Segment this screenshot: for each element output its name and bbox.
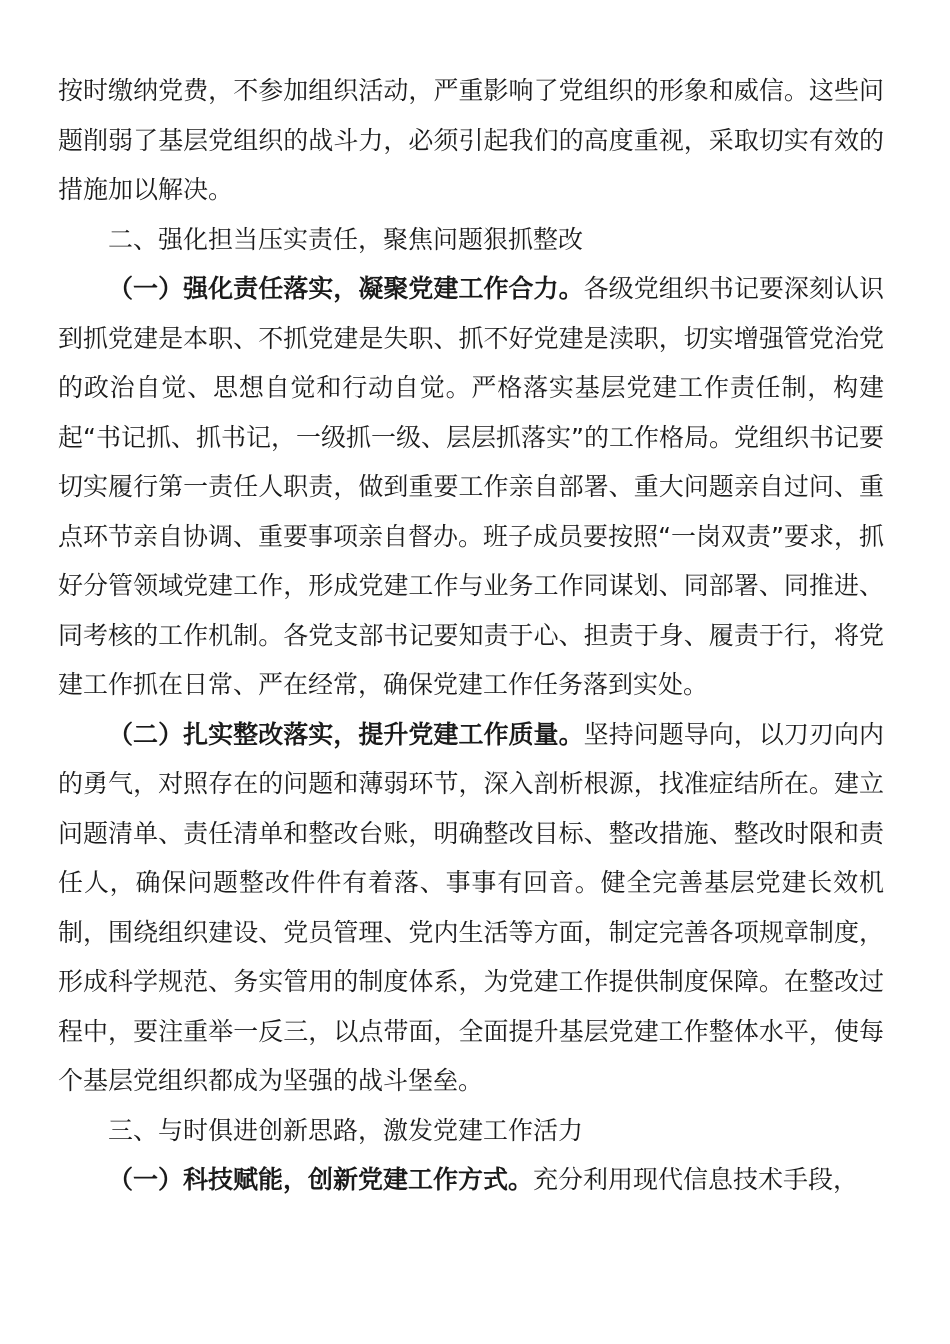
subheading-responsibility: （一）强化责任落实，凝聚党建工作合力。: [108, 274, 584, 303]
paragraph-rectification: [58, 710, 884, 1106]
paragraph-rectification-body: 坚持问题导向，以刀刃向内的勇气，对照存在的问题和薄弱环节，深入剖析根源，找准症结所在。建立问题清单、责任清单和整改台账，明确整改目标、整改措施、整改时限和责任人，确保问题整改件件有着落、事事有回音。健全完善基层党建长效机制，围绕组织建设、党员管理、党内生活等方面，制定完善各项规章制度，形成科学规范、务实管用的制度体系，为党建工作提供制度保障。在整改过程中，要注重举一反三，以点带面，全面提升基层党建工作整体水平，使每个基层党组织都成为坚强的战斗堡垒。: [58, 719, 884, 1095]
paragraph-responsibility: [58, 264, 884, 710]
paragraph-technology: [58, 1155, 884, 1205]
document-page: [58, 66, 884, 1205]
paragraph-responsibility-body: 各级党组织书记要深刻认识到抓党建是本职、不抓党建是失职、抓不好党建是渎职，切实增强管党治党的政治自觉、思想自觉和行动自觉。严格落实基层党建工作责任制，构建起“书记抓、抓书记，一级抓一级、层层抓落实”的工作格局。党组织书记要切实履行第一责任人职责，做到重要工作亲自部署、重大问题亲自过问、重点环节亲自协调、重要事项亲自督办。班子成员要按照“一岗双责”要求，抓好分管领域党建工作，形成党建工作与业务工作同谋划、同部署、同推进、同考核的工作机制。各党支部书记要知责于心、担责于身、履责于行，将党建工作抓在日常、严在经常，确保党建工作任务落到实处。: [58, 274, 884, 699]
subheading-technology: （一）科技赋能，创新党建工作方式。: [108, 1165, 534, 1194]
paragraph-continuation: 按时缴纳党费，不参加组织活动，严重影响了党组织的形象和威信。这些问题削弱了基层党组织的战斗力，必须引起我们的高度重视，采取切实有效的措施加以解决。: [58, 76, 884, 204]
section-heading-2: 二、强化担当压实责任，聚焦问题狠抓整改: [108, 224, 584, 254]
subheading-rectification: （二）扎实整改落实，提升党建工作质量。: [108, 719, 584, 749]
paragraph-technology-body: 充分利用现代信息技术手段，: [533, 1165, 859, 1194]
section-heading-3: 三、与时俱进创新思路，激发党建工作活力: [108, 1115, 584, 1145]
